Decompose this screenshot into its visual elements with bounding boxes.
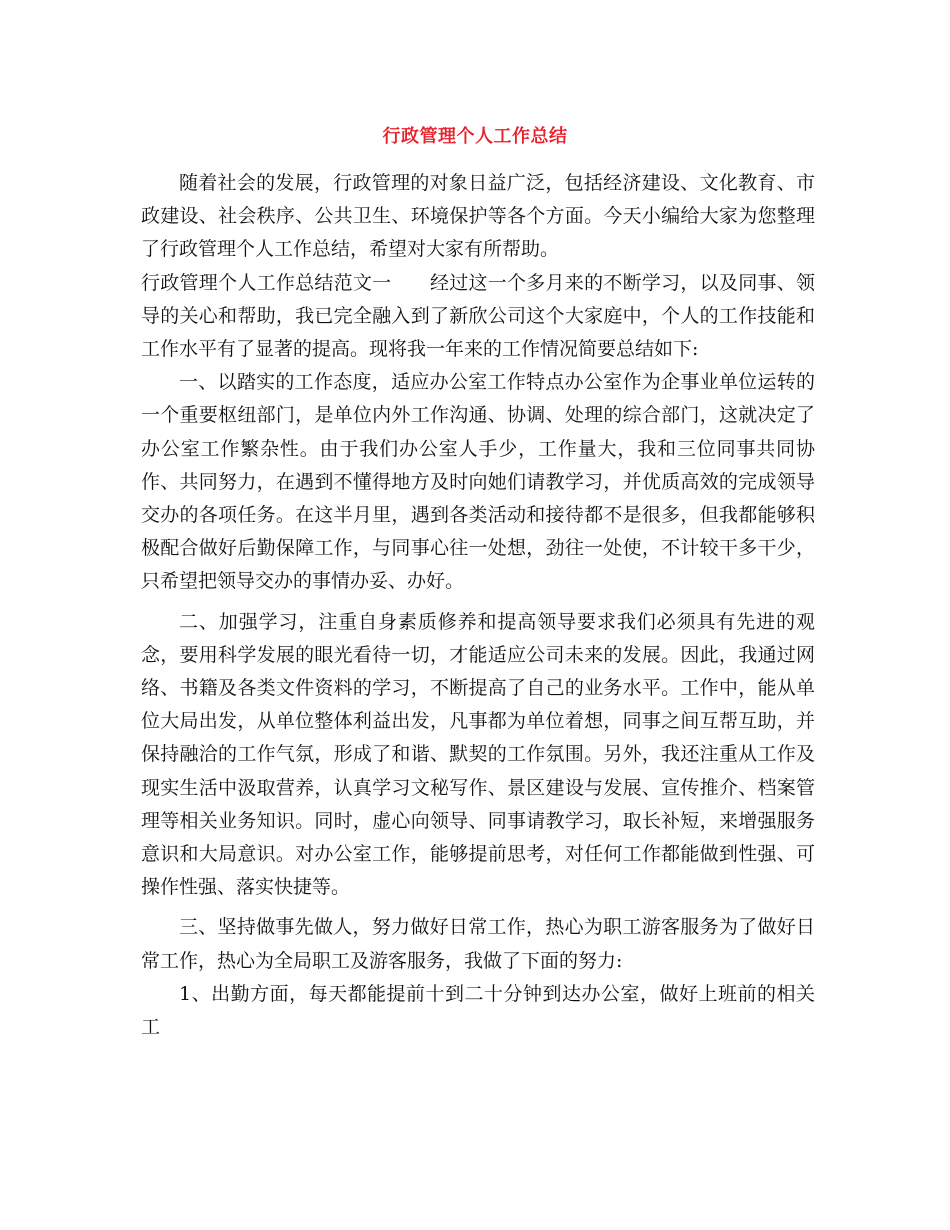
attendance-paragraph: 1、出勤方面，每天都能提前十到二十分钟到达办公室，做好上班前的相关工 [141, 982, 815, 1039]
section-three-paragraph: 三、坚持做事先做人，努力做好日常工作，热心为职工游客服务为了做好日常工作，热心为全局职工及游客服务，我做了下面的努力: [141, 916, 815, 972]
document-body [141, 167, 815, 1044]
sample-one-paragraph: 行政管理个人工作总结范文一 经过这一个多月来的不断学习，以及同事、领导的关心和帮助，我已完全融入到了新欣公司这个大家庭中，个人的工作技能和工作水平有了显著的提高。现将我一年来的工作情况简要总结如下: [141, 271, 815, 361]
section-two-paragraph: 二、加强学习，注重自身素质修养和提高领导要求我们必须具有先进的观念，要用科学发展的眼光看待一切，才能适应公司未来的发展。因此，我通过网络、书籍及各类文件资料的学习，不断提高了自己的业务水平。工作中，能从单位大局出发，从单位整体利益出发，凡事都为单位着想，同事之间互帮互助，并保持融洽的工作气氛，形成了和谐、默契的工作氛围。另外，我还注重从工作及现实生活中汲取营养，认真学习文秘写作、景区建设与发展、宣传推介、档案管理等相关业务知识。同时，虚心向领导、同事请教学习，取长补短，来增强服务意识和大局意识。对办公室工作，能够提前思考，对任何工作都能做到性强、可操作性强、落实快捷等。 [141, 610, 815, 899]
section-one-paragraph: 一、以踏实的工作态度，适应办公室工作特点办公室作为企事业单位运转的一个重要枢纽部门，是单位内外工作沟通、协调、处理的综合部门，这就决定了办公室工作繁杂性。由于我们办公室人手少，工作量大，我和三位同事共同协作、共同努力，在遇到不懂得地方及时向她们请教学习，并优质高效的完成领导交办的各项任务。在这半月里，遇到各类活动和接待都不是很多，但我都能够积极配合做好后勤保障工作，与同事心往一处想，劲往一处使，不计较干多干少，只希望把领导交办的事情办妥、办好。 [141, 371, 815, 593]
document-title: 行政管理个人工作总结 [382, 126, 568, 147]
intro-paragraph: 随着社会的发展，行政管理的对象日益广泛，包括经济建设、文化教育、市政建设、社会秩序、公共卫生、环境保护等各个方面。今天小编给大家为您整理了行政管理个人工作总结，希望对大家有所帮助。 [141, 172, 815, 261]
